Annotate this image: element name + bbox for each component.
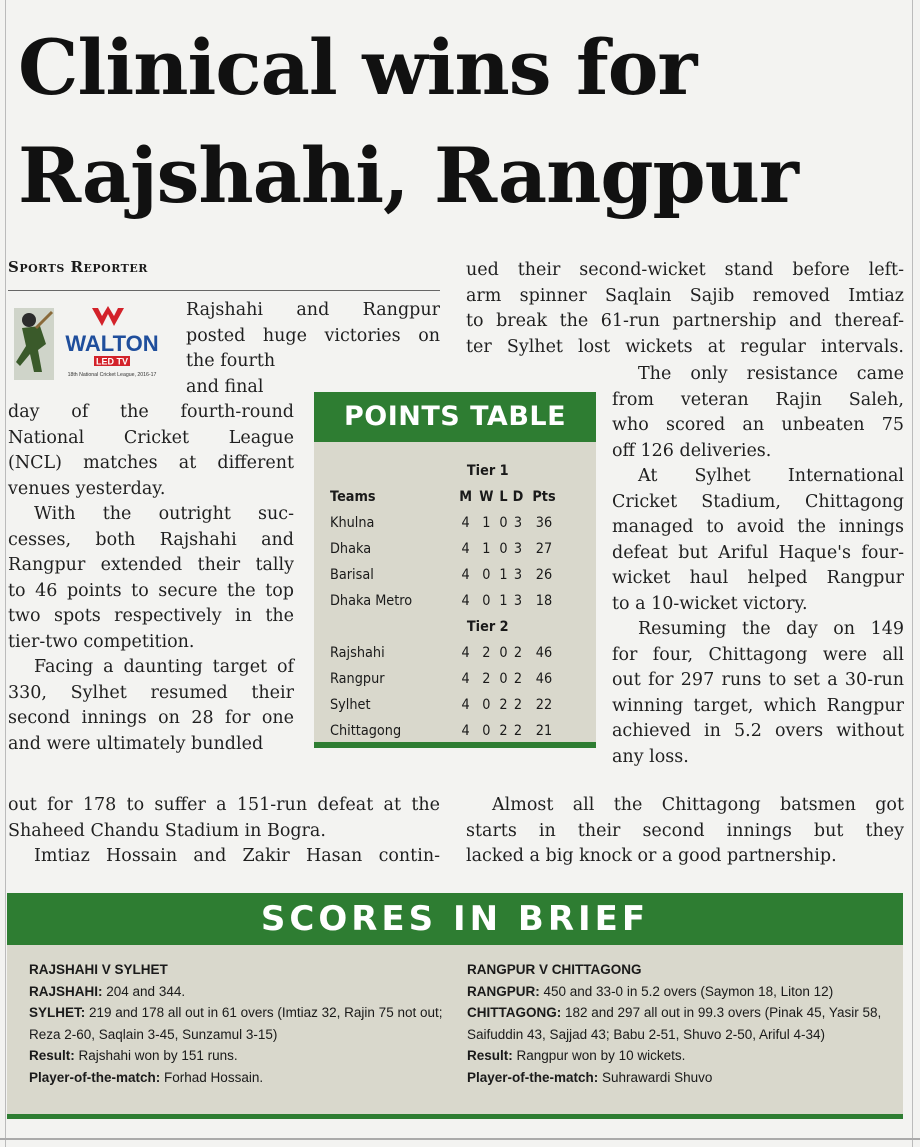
col2-line: to a 10-wicket victory.	[612, 593, 808, 614]
innings-line: RAJSHAHI: 204 and 344.	[29, 983, 186, 999]
match-rangpur-chittagong	[467, 959, 897, 1088]
table-row	[330, 536, 562, 562]
col1-line: out for 178 to suffer a 151-run defeat at the	[8, 795, 440, 815]
cell-d: 2	[513, 645, 523, 661]
result-line: Result: Rangpur won by 10 wickets.	[467, 1048, 686, 1063]
col1-line: tier-two competition.	[8, 631, 195, 652]
col1-line: second innings on 28 for one	[8, 708, 294, 728]
col1-p1-narrow	[186, 349, 296, 400]
table-row	[330, 562, 562, 588]
cell-l: 2	[499, 697, 508, 713]
cell-m: 4	[461, 671, 470, 687]
col2-line: arm spinner Saqlain Sajib removed Imtiaz	[466, 285, 904, 306]
scores-in-brief-title: SCORES IN BRIEF	[7, 893, 903, 945]
table-row	[330, 718, 562, 744]
walton-logo	[12, 304, 170, 384]
points-table-box	[314, 392, 596, 748]
col1-line: cesses, both Rajshahi and	[8, 529, 294, 550]
cell-w: 0	[482, 697, 491, 713]
cell-d: 2	[513, 671, 523, 687]
col2-line: lacked a big knock or a good partnership.	[466, 846, 837, 866]
col1-line: posted huge victories on	[186, 325, 440, 346]
team-name: Khulna	[330, 515, 375, 531]
points-table-footer-bar	[314, 742, 596, 748]
col2-line: achieved in 5.2 overs without	[612, 721, 904, 741]
logo-tagline: 18th National Cricket League, 2016-17	[67, 372, 157, 378]
cell-pts: 36	[535, 515, 553, 531]
cell-l: 0	[499, 541, 508, 557]
team-name: Barisal	[330, 567, 374, 583]
ledtv-text: LED TV	[95, 356, 129, 367]
col2-line: any loss.	[612, 746, 689, 767]
table-row	[330, 666, 562, 692]
walton-brand-text: WALTON	[65, 331, 159, 356]
headline-line-2: Rajshahi, Rangpur	[18, 131, 798, 220]
col2-line: winning target, which Rangpur	[612, 695, 904, 716]
cell-w: 0	[482, 567, 491, 583]
potm-line: Player-of-the-match: Suhrawardi Shuvo	[467, 1069, 713, 1085]
col2-line: for four, Chittagong were all	[612, 644, 904, 665]
team-name: Chittagong	[330, 723, 402, 739]
col2-line: starts in their second innings but they	[466, 820, 904, 841]
cell-m: 4	[461, 567, 470, 583]
col1-line: and were ultimately bundled	[8, 733, 264, 754]
cell-l: 0	[499, 515, 508, 531]
cell-pts: 27	[535, 541, 553, 557]
tier-1-label: Tier 1	[466, 463, 509, 479]
col1-line: Shaheed Chandu Stadium in Bogra.	[8, 820, 326, 841]
team-name: Rangpur	[330, 671, 385, 687]
scores-in-brief-box	[7, 893, 903, 1119]
header-m: M	[459, 489, 473, 505]
table-row	[330, 588, 562, 614]
cell-w: 2	[482, 645, 491, 661]
page-border-right	[912, 0, 913, 1147]
col1-line: Facing a daunting target of	[34, 657, 294, 677]
col1-line: to 46 points to secure the top	[8, 580, 294, 601]
table-row	[330, 692, 562, 718]
col1-line: day of the fourth-round	[8, 402, 294, 422]
innings-line-cont: Saifuddin 43, Sajjad 43; Babu 2-51, Shuvo 2-50, Ariful 4-34)	[467, 1026, 825, 1042]
col1-line: Rangpur extended their tally	[8, 555, 294, 575]
col1-line: and final	[186, 376, 264, 397]
innings-line-cont: Reza 2-60, Saqlain 3-45, Sunzamul 3-15)	[29, 1026, 278, 1042]
col2-line: The only resistance came	[638, 364, 904, 384]
col1-line: National Cricket League	[8, 427, 294, 448]
cell-l: 1	[499, 567, 508, 583]
header-w: W	[479, 489, 494, 505]
headline	[18, 14, 908, 230]
cell-pts: 46	[535, 671, 553, 687]
col2-bottom	[466, 793, 904, 870]
header-pts: Pts	[532, 489, 556, 505]
cell-pts: 18	[535, 593, 553, 609]
cell-m: 4	[461, 515, 470, 531]
col1-bottom	[8, 793, 440, 870]
tier-2-label-row	[330, 614, 562, 640]
col2-line: ter Sylhet lost wickets at regular intervals.	[466, 336, 904, 357]
innings-line: CHITTAGONG: 182 and 297 all out in 99.3 overs (Pinak 45, Yasir 58,	[467, 1005, 882, 1020]
col2-line: ued their second-wicket stand before left-	[466, 260, 904, 280]
col2-body	[612, 362, 904, 770]
team-name: Sylhet	[330, 697, 371, 713]
cell-w: 2	[482, 671, 491, 687]
match-title: RAJSHAHI V SYLHET	[29, 962, 168, 977]
header-l: L	[499, 489, 508, 505]
col2-line: defeat but Ariful Haque's four-	[612, 542, 904, 563]
cell-w: 1	[482, 515, 491, 531]
page-border-left	[5, 0, 6, 1147]
byline: Sports Reporter	[8, 258, 148, 276]
table-row	[330, 510, 562, 536]
table-row	[330, 640, 562, 666]
col1-line: two spots respectively in the	[8, 606, 294, 626]
col2-line: At Sylhet International	[638, 466, 904, 486]
match-title: RANGPUR V CHITTAGONG	[467, 962, 642, 977]
cell-d: 3	[513, 567, 523, 583]
points-table-title: POINTS TABLE	[314, 392, 596, 442]
cell-m: 4	[461, 645, 470, 661]
points-table-header-row	[330, 484, 562, 510]
cell-d: 3	[513, 541, 523, 557]
cell-pts: 26	[535, 567, 553, 583]
cell-d: 3	[513, 515, 523, 531]
col1-line: 330, Sylhet resumed their	[8, 682, 294, 703]
cell-pts: 21	[535, 723, 553, 739]
col2-line: wicket haul helped Rangpur	[612, 568, 904, 588]
team-name: Dhaka Metro	[330, 593, 413, 609]
col2-line: from veteran Rajin Saleh,	[612, 389, 904, 410]
header-d: D	[512, 489, 524, 505]
cricketer-head-icon	[22, 313, 36, 327]
byline-rule	[8, 290, 440, 291]
col1-line: (NCL) matches at different	[8, 453, 294, 473]
walton-logo-graphic	[12, 304, 170, 384]
team-name: Rajshahi	[330, 645, 385, 661]
col2-line: Almost all the Chittagong batsmen got	[492, 795, 904, 815]
col2-line: off 126 deliveries.	[612, 440, 772, 461]
cell-m: 4	[461, 697, 470, 713]
col1-line: venues yesterday.	[8, 478, 166, 499]
col2-line: who scored an unbeaten 75	[612, 415, 904, 435]
col2-top	[466, 258, 904, 360]
header-teams: Teams	[330, 489, 376, 505]
cell-l: 1	[499, 593, 508, 609]
tier-2-label: Tier 2	[466, 619, 509, 635]
col2-line: Resuming the day on 149	[638, 619, 904, 639]
cell-l: 2	[499, 723, 508, 739]
cell-m: 4	[461, 723, 470, 739]
page-border-bottom	[0, 1138, 920, 1140]
col1-line: With the outright suc-	[34, 504, 294, 524]
cell-pts: 46	[535, 645, 553, 661]
col2-line: managed to avoid the innings	[612, 517, 904, 537]
innings-line: RANGPUR: 450 and 33-0 in 5.2 overs (Saymon 18, Liton 12)	[467, 983, 834, 999]
result-line: Result: Rajshahi won by 151 runs.	[29, 1048, 238, 1063]
cell-w: 0	[482, 593, 491, 609]
col2-line: to break the 61-run partnership and thereaf-	[466, 311, 904, 331]
cell-l: 0	[499, 645, 508, 661]
col1-line: Rajshahi and Rangpur	[186, 300, 440, 320]
cell-l: 0	[499, 671, 508, 687]
cell-m: 4	[461, 541, 470, 557]
points-table	[330, 458, 562, 744]
match-rajshahi-sylhet	[29, 959, 449, 1088]
cell-pts: 22	[535, 697, 553, 713]
col2-line: Cricket Stadium, Chittagong	[612, 491, 904, 512]
cell-w: 0	[482, 723, 491, 739]
tier-1-label-row	[330, 458, 562, 484]
headline-line-1: Clinical wins for	[18, 23, 697, 112]
col1-line: the fourth	[186, 351, 276, 371]
cell-m: 4	[461, 593, 470, 609]
innings-line: SYLHET: 219 and 178 all out in 61 overs (Imtiaz 32, Rajin 75 not out;	[29, 1005, 443, 1020]
potm-line: Player-of-the-match: Forhad Hossain.	[29, 1069, 264, 1085]
col1-line: Imtiaz Hossain and Zakir Hasan contin-	[34, 846, 440, 866]
cell-d: 3	[513, 593, 523, 609]
team-name: Dhaka	[330, 541, 372, 557]
col2-line: out for 297 runs to set a 30-run	[612, 670, 904, 690]
col1-body	[8, 400, 294, 757]
scores-in-brief-footer-bar	[7, 1114, 903, 1119]
cell-d: 2	[513, 697, 523, 713]
cell-d: 2	[513, 723, 523, 739]
col1-p1-wrap	[186, 298, 440, 349]
cell-w: 1	[482, 541, 491, 557]
